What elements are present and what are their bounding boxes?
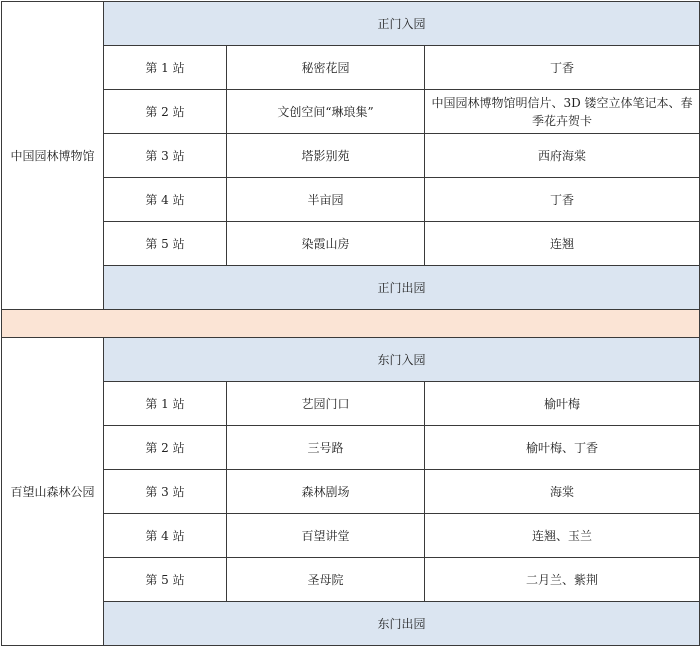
exit-gate-label: 正门出园 [104, 266, 700, 310]
stop-place: 百望讲堂 [227, 514, 425, 558]
stop-number: 第 4 站 [104, 178, 227, 222]
stop-place: 艺园门口 [227, 382, 425, 426]
stop-number: 第 2 站 [104, 90, 227, 134]
stop-row [2, 178, 700, 222]
stop-flowers: 连翘、玉兰 [425, 514, 700, 558]
stop-place: 圣母院 [227, 558, 425, 602]
stop-place: 塔影别苑 [227, 134, 425, 178]
stop-flowers: 榆叶梅、丁香 [425, 426, 700, 470]
stop-flowers: 丁香 [425, 46, 700, 90]
exit-row [2, 266, 700, 310]
entry-gate-label: 正门入园 [104, 2, 700, 46]
stop-place: 半亩园 [227, 178, 425, 222]
entry-gate-label: 东门入园 [104, 338, 700, 382]
stop-number: 第 1 站 [104, 382, 227, 426]
stop-row [2, 134, 700, 178]
stop-number: 第 3 站 [104, 134, 227, 178]
stop-number: 第 1 站 [104, 46, 227, 90]
stop-row [2, 382, 700, 426]
venue-name: 百望山森林公园 [2, 338, 104, 646]
divider-band [2, 310, 700, 338]
entry-row [2, 2, 700, 46]
stop-number: 第 5 站 [104, 222, 227, 266]
stop-flowers: 连翘 [425, 222, 700, 266]
exit-row [2, 602, 700, 646]
stop-row [2, 90, 700, 134]
stop-row [2, 222, 700, 266]
stop-flowers: 西府海棠 [425, 134, 700, 178]
stop-row [2, 558, 700, 602]
section-divider [2, 310, 700, 338]
stop-number: 第 5 站 [104, 558, 227, 602]
stop-place: 文创空间“琳琅集” [227, 90, 425, 134]
stop-row [2, 46, 700, 90]
stop-number: 第 2 站 [104, 426, 227, 470]
stop-flowers: 二月兰、紫荆 [425, 558, 700, 602]
stop-place: 三号路 [227, 426, 425, 470]
stop-place: 秘密花园 [227, 46, 425, 90]
stop-number: 第 3 站 [104, 470, 227, 514]
entry-row [2, 338, 700, 382]
stop-flowers: 海棠 [425, 470, 700, 514]
stop-flowers: 丁香 [425, 178, 700, 222]
stop-row [2, 426, 700, 470]
route-table [1, 1, 700, 646]
stop-row [2, 470, 700, 514]
stop-number: 第 4 站 [104, 514, 227, 558]
venue-name: 中国园林博物馆 [2, 2, 104, 310]
stop-flowers: 中国园林博物馆明信片、3D 镂空立体笔记本、春季花卉贺卡 [425, 90, 700, 134]
stop-place: 染霞山房 [227, 222, 425, 266]
stop-flowers: 榆叶梅 [425, 382, 700, 426]
stop-place: 森林剧场 [227, 470, 425, 514]
exit-gate-label: 东门出园 [104, 602, 700, 646]
stop-row [2, 514, 700, 558]
